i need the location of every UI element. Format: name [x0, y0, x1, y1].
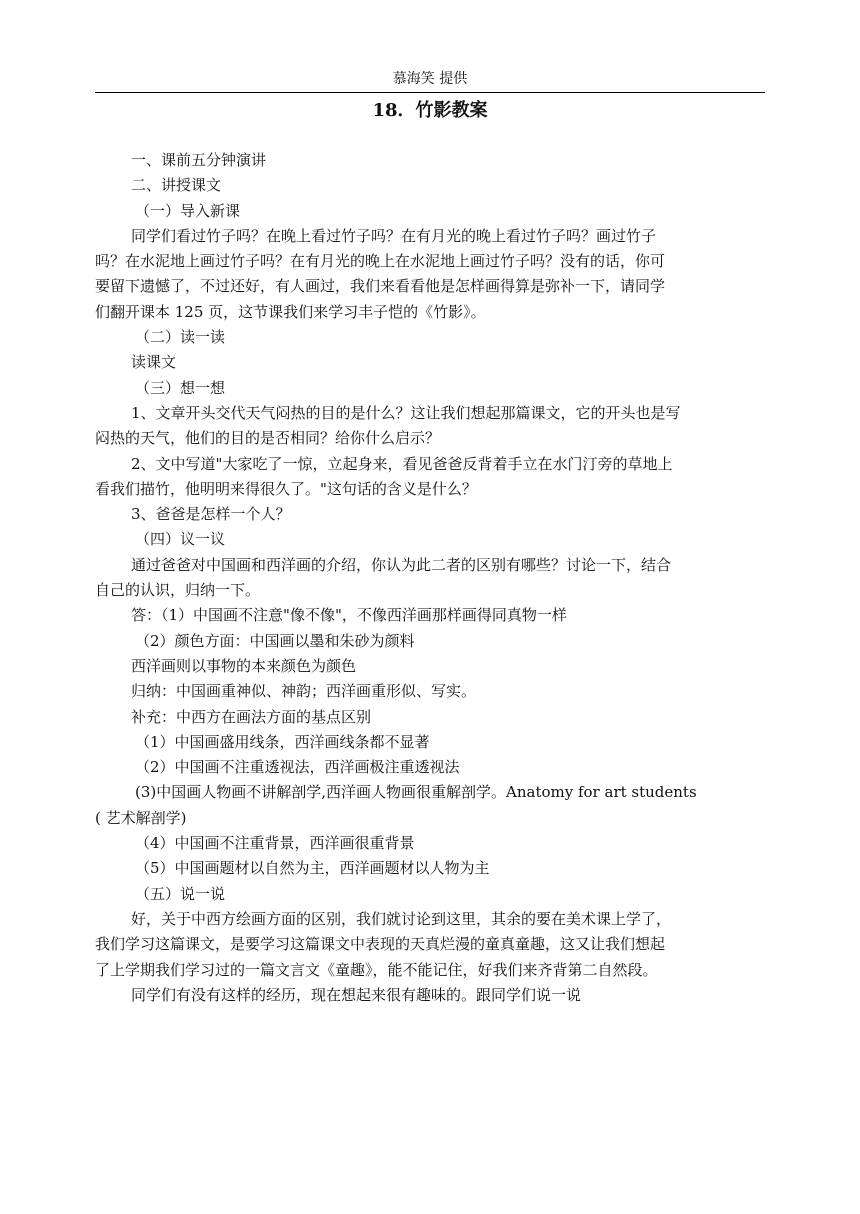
- paragraph-line: 好，关于中西方绘画方面的区别，我们就讨论到这里，其余的要在美术课上学了，: [131, 909, 672, 928]
- text-line: 补充：中西方在画法方面的基点区别: [131, 707, 372, 726]
- text-line: (3)中国画人物画不讲解剖学,西洋画人物画很重解剖学。Anatomy for art students: [135, 783, 697, 802]
- text-line: （五）说一说: [135, 884, 226, 903]
- paragraph-line: 我们学习这篇课文，是要学习这篇课文中表现的天真烂漫的童真童趣，这又让我们想起: [95, 935, 666, 954]
- text-line: （二）读一读: [135, 328, 226, 347]
- text-line: 归纳：中国画重神似、神韵；西洋画重形似、写实。: [131, 682, 477, 701]
- text-line: （5）中国画题材以自然为主，西洋画题材以人物为主: [135, 859, 490, 878]
- text-line: 3、爸爸是怎样一个人？: [131, 505, 291, 524]
- paragraph-line: 同学们看过竹子吗？在晚上看过竹子吗？在有月光的晚上看过竹子吗？画过竹子: [131, 226, 657, 245]
- paragraph-line: 2、文中写道"大家吃了一惊，立起身来，看见爸爸反背着手立在水门汀旁的草地上: [131, 454, 673, 473]
- text-line: 读课文: [131, 353, 177, 372]
- paragraph-line: 了上学期我们学习过的一篇文言文《童趣》，能不能记住，好我们来齐背第二自然段。: [95, 960, 658, 979]
- text-line: （1）中国画盛用线条，西洋画线条都不显著: [135, 732, 430, 751]
- paragraph-line: 看我们描竹，他明明来得很久了。"这句话的含义是什么？: [95, 479, 477, 498]
- text-line: ( 艺术解剖学): [95, 808, 187, 827]
- document-body: [95, 148, 767, 1008]
- document-title: 18．竹影教案: [372, 100, 488, 121]
- paragraph-line: 1、文章开头交代天气闷热的目的是什么？这让我们想起那篇课文，它的开头也是写: [131, 403, 681, 422]
- text-line: （一）导入新课: [135, 201, 241, 220]
- header-divider: [95, 92, 765, 93]
- paragraph-line: 们翻开课本 125 页，这节课我们来学习丰子恺的《竹影》。: [95, 302, 486, 321]
- text-line: 一、课前五分钟演讲: [131, 151, 267, 169]
- text-line: 西洋画则以事物的本来颜色为颜色: [131, 656, 357, 675]
- text-line: （三）想一想: [135, 378, 226, 397]
- paragraph-line: 通过爸爸对中国画和西洋画的介绍，你认为此二者的区别有哪些？讨论一下，结合: [131, 555, 672, 574]
- paragraph-line: 自己的认识，归纳一下。: [95, 581, 261, 600]
- text-line: （4）中国画不注重背景，西洋画很重背景: [135, 834, 415, 853]
- paragraph-line: 吗？在水泥地上画过竹子吗？在有月光的晚上在水泥地上画过竹子吗？没有的话，你可: [95, 252, 666, 271]
- text-line: 答：（1）中国画不注意"像不像"，不像西洋画那样画得同真物一样: [131, 606, 567, 625]
- paragraph-line: 同学们有没有这样的经历，现在想起来很有趣味的。跟同学们说一说: [131, 985, 582, 1004]
- header-provider: 慕海笑 提供: [392, 71, 468, 87]
- text-line: （2）颜色方面：中国画以墨和朱砂为颜料: [135, 631, 415, 650]
- paragraph-line: 要留下遗憾了，不过还好，有人画过，我们来看看他是怎样画得算是弥补一下，请同学: [95, 277, 666, 296]
- text-line: （四）议一议: [135, 530, 226, 549]
- text-line: （2）中国画不注重透视法，西洋画极注重透视法: [135, 758, 460, 777]
- paragraph-line: 闷热的天气，他们的目的是否相同？给你什么启示？: [95, 429, 441, 448]
- text-line: 二、讲授课文: [131, 176, 222, 195]
